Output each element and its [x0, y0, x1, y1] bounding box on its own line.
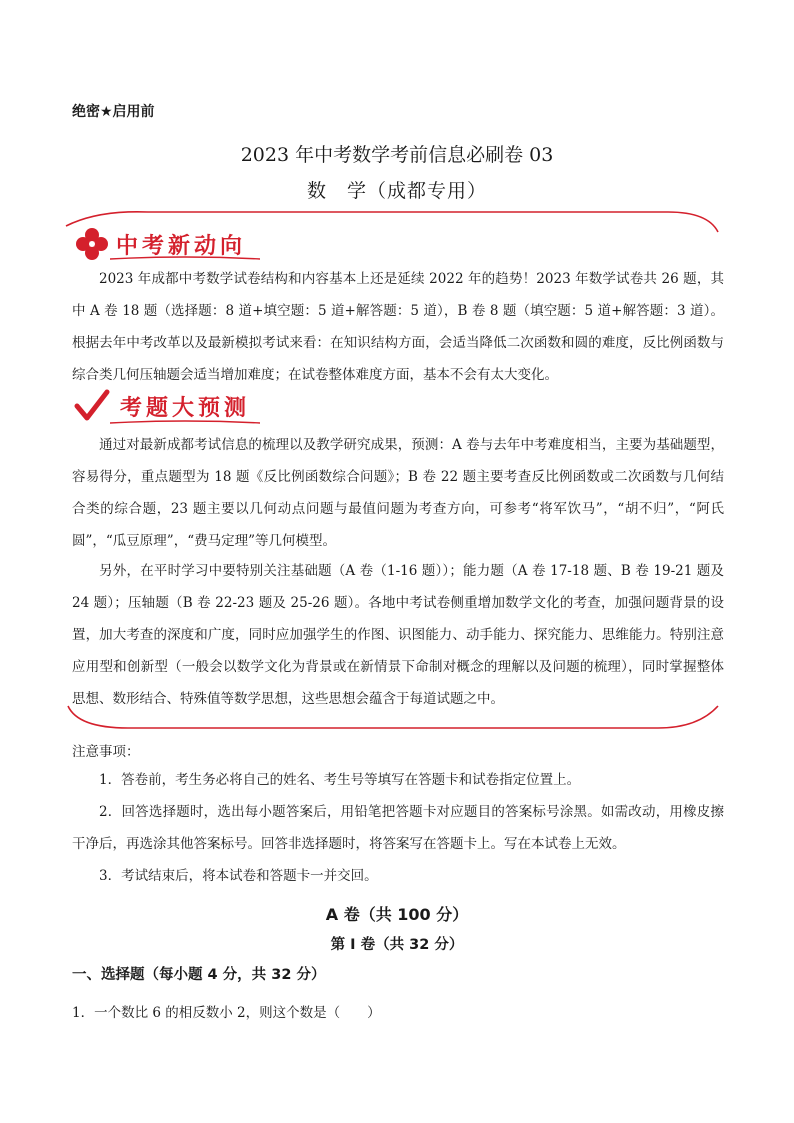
trend-paragraph: [72, 263, 724, 391]
page-subtitle: 数 学（成都专用）: [306, 180, 487, 202]
prediction-paragraph-2-text: 另外，在平时学习中要特别关注基础题（A 卷（1-16 题））；能力题（A 卷 17-18 题、B 卷 19-21 题及 24 题）；压轴题（B 卷 22-23 题及 25-26 题）。各地中考试卷侧重增加数学文化的考查，加强问题背景的设置，加大考查的深度和广度，同时应加强学生的作图、识图能力、动手能力、探究能力、思维能力。特别注意应用型和创新型（一般会以数学文化为背景或在新情景下命制对概念的理解以及问题的梳理），同时掌握整体思想、数形结合、特殊值等数学思想，这些思想会蕴含于每道试题之中。: [72, 563, 724, 707]
checkmark-icon: [74, 388, 110, 424]
page-title: 2023 年中考数学考前信息必刷卷 03: [240, 144, 554, 166]
confidential-label: 绝密★启用前: [72, 104, 155, 120]
prediction-paragraph-2: [72, 555, 724, 715]
section-heading-label: 中考新动向: [116, 233, 247, 259]
clover-icon: [74, 226, 110, 262]
prediction-paragraph-1-text: 通过对最新成都考试信息的梳理以及教学研究成果，预测：A 卷与去年中考难度相当，主要为基础题型，容易得分，重点题型为 18 题《反比例函数综合问题》；B 卷 22 题主要考查反比例函数或二次函数与几何结合类的综合题，23 题主要以几何动点问题与最值问题为考查方向，可参考“将军饮马”，“胡不归”，“阿氏圆”，“瓜豆原理”，“费马定理”等几何模型。: [72, 437, 724, 549]
heading-underline-trend: [110, 256, 260, 262]
section-heading-prediction: [74, 388, 250, 424]
note-item-3: [72, 860, 724, 892]
volume-heading: A 卷（共 100 分）: [325, 905, 469, 924]
part-heading: 第 I 卷（共 32 分）: [330, 937, 464, 953]
note-item-1: [72, 764, 724, 796]
note-item-3-text: 3．考试结束后，将本试卷和答题卡一并交回。: [99, 868, 378, 884]
note-item-2-text: 2．回答选择题时，选出每小题答案后，用铅笔把答题卡对应题目的答案标号涂黑。如需改动，用橡皮擦干净后，再选涂其他答案标号。回答非选择题时，将答案写在答题卡上。写在本试卷上无效。: [72, 804, 724, 852]
heading-underline-prediction: [110, 420, 260, 426]
note-item-1-text: 1．答卷前，考生务必将自己的姓名、考生号等填写在答题卡和试卷指定位置上。: [99, 772, 581, 788]
trend-paragraph-text: 2023 年成都中考数学试卷结构和内容基本上还是延续 2022 年的趋势！2023 年数学试卷共 26 题，其中 A 卷 18 题（选择题：8 道+填空题：5 道+解答题：5 道），B 卷 8 题（填空题：5 道+解答题：3 道）。根据去年中考改革以及最新模拟考试来看：在知识结构方面，会适当降低二次函数和圆的难度，反比例函数与综合类几何压轴题会适当增加难度；在试卷整体难度方面，基本不会有太大变化。: [72, 271, 724, 383]
prediction-paragraph-1: [72, 429, 724, 557]
section-heading-label: 考题大预测: [120, 395, 251, 421]
notes-heading: 注意事项：: [72, 744, 140, 760]
section-heading-choice: 一、选择题（每小题 4 分，共 32 分）: [72, 967, 326, 983]
question-1: 1．一个数比 6 的相反数小 2，则这个数是（ ）: [72, 1005, 381, 1021]
note-item-2: [72, 796, 724, 860]
